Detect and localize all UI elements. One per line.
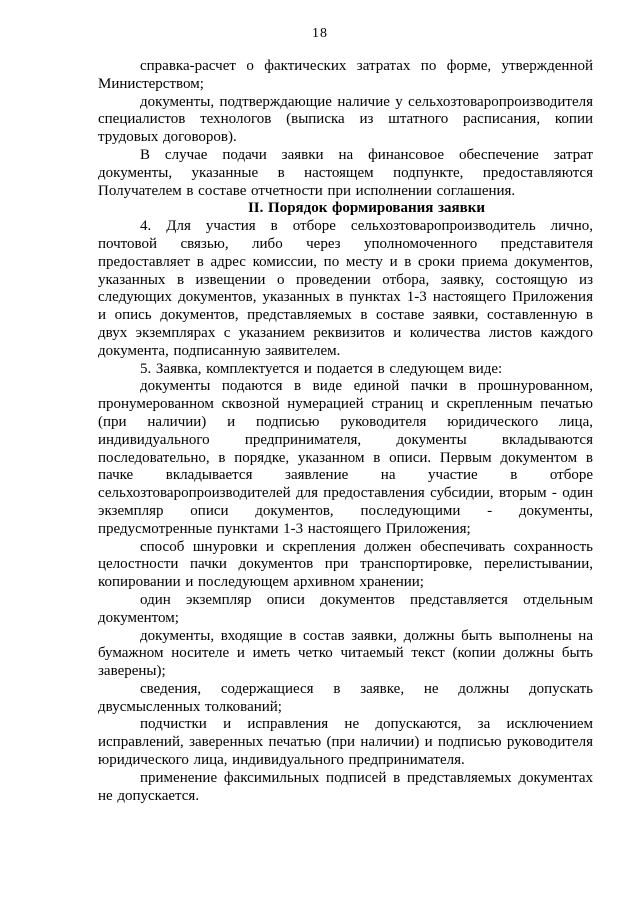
paragraph: 4. Для участия в отборе сельхозтоваропроизводитель лично, почтовой связью, либо через уполномоченного представителя предоставляет в адрес комиссии, по месту и в сроки приема документов, указанных в извещении о проведении отбора, заявку, состоящую из следующих документов, указанных в пунктах 1-3 настоящего Приложения и опись документов, представляемых в составе заявки, составленную в двух экземплярах с указанием реквизитов и количества листов каждого документа, подписанную заявителем. bbox=[98, 218, 593, 359]
section-before-heading bbox=[98, 58, 593, 200]
paragraph: документы, подтверждающие наличие у сельхозтоваропроизводителя специалистов технологов (выписка из штатного расписания, копии трудовых договоров). bbox=[98, 93, 593, 146]
paragraph: 5. Заявка, комплектуется и подается в следующем виде: bbox=[140, 360, 503, 377]
paragraph: способ шнуровки и скрепления должен обеспечивать сохранность целостности пачки документов при транспортировке, перелистывании, копировании и последующем архивном хранении; bbox=[98, 538, 593, 591]
document-body bbox=[98, 58, 593, 805]
section-after-heading bbox=[98, 218, 593, 805]
paragraph: справка-расчет о фактических затратах по форме, утвержденной Министерством; bbox=[98, 58, 593, 92]
paragraph: сведения, содержащиеся в заявке, не должны допускать двусмысленных толкований; bbox=[98, 680, 593, 715]
paragraph: один экземпляр описи документов представляется отдельным документом; bbox=[98, 591, 593, 626]
paragraph: В случае подачи заявки на финансовое обеспечение затрат документы, указанные в настоящем подпункте, предоставляются Получателем в составе отчетности при исполнении соглашения. bbox=[98, 146, 593, 199]
section-heading: II. Порядок формирования заявки bbox=[247, 200, 486, 217]
paragraph: документы подаются в виде единой пачки в прошнурованном, пронумерованном сквозной нумерацией страниц и скрепленным печатью (при наличии) и подписью руководителя юридического лица, индивидуального предпринимателя, документы вкладываются последовательно, в порядке, указанном в описи. Первым документом в пачке вкладывается заявление на участие в отборе сельхозтоваропроизводителей для предоставления субсидии, вторым - один экземпляр описи документов, последующими - документы, предусмотренные пунктами 1-3 настоящего Приложения; bbox=[98, 378, 593, 537]
page-number: 18 bbox=[312, 26, 328, 41]
paragraph: подчистки и исправления не допускаются, за исключением исправлений, заверенных печатью (при наличии) и подписью руководителя юридического лица, индивидуального предпринимателя. bbox=[98, 716, 593, 769]
paragraph: применение факсимильных подписей в представляемых документах не допускается. bbox=[98, 769, 593, 804]
paragraph: документы, входящие в состав заявки, должны быть выполнены на бумажном носителе и иметь четко читаемый текст (копии должны быть заверены); bbox=[98, 627, 593, 680]
